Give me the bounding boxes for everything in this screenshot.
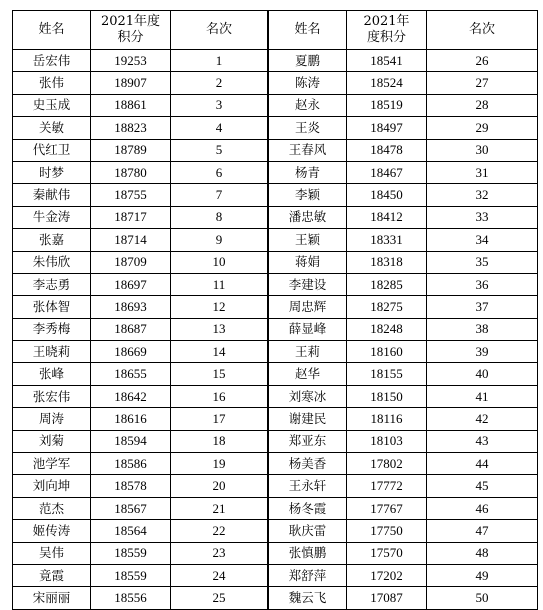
ranking-table-right <box>268 10 538 610</box>
cell-score: 18150 <box>347 385 427 407</box>
cell-score: 18697 <box>91 273 171 295</box>
cell-name: 关敏 <box>13 117 91 139</box>
cell-score: 18275 <box>347 296 427 318</box>
cell-rank: 37 <box>427 296 538 318</box>
cell-rank: 23 <box>171 542 268 564</box>
cell-rank: 42 <box>427 408 538 430</box>
cell-name: 周涛 <box>13 408 91 430</box>
cell-name: 赵华 <box>269 363 347 385</box>
table-row <box>269 341 538 363</box>
cell-name: 王永轩 <box>269 475 347 497</box>
cell-score: 18564 <box>91 520 171 542</box>
table-row <box>269 139 538 161</box>
cell-score: 18755 <box>91 184 171 206</box>
table-row <box>13 542 268 564</box>
cell-name: 杨美香 <box>269 453 347 475</box>
cell-score: 18669 <box>91 341 171 363</box>
cell-rank: 12 <box>171 296 268 318</box>
cell-score: 18519 <box>347 94 427 116</box>
table-row <box>269 251 538 273</box>
cell-rank: 49 <box>427 564 538 586</box>
cell-score: 18687 <box>91 318 171 340</box>
cell-score: 18248 <box>347 318 427 340</box>
table-row <box>13 251 268 273</box>
cell-name: 郑亚东 <box>269 430 347 452</box>
table-row <box>269 542 538 564</box>
header-rank: 名次 <box>427 11 538 50</box>
header-score-line1: 2021年 <box>363 14 410 29</box>
cell-score: 18497 <box>347 117 427 139</box>
table-row <box>269 475 538 497</box>
table-row <box>13 94 268 116</box>
cell-name: 谢建民 <box>269 408 347 430</box>
cell-score: 18541 <box>347 50 427 72</box>
cell-score: 18450 <box>347 184 427 206</box>
table-row <box>269 385 538 407</box>
table-row <box>13 206 268 228</box>
table-row <box>269 50 538 72</box>
cell-score: 18693 <box>91 296 171 318</box>
cell-score: 18478 <box>347 139 427 161</box>
cell-score: 18578 <box>91 475 171 497</box>
table-row <box>269 587 538 609</box>
cell-score: 18586 <box>91 453 171 475</box>
table-row <box>269 229 538 251</box>
cell-name: 王晓莉 <box>13 341 91 363</box>
cell-rank: 8 <box>171 206 268 228</box>
cell-name: 郑舒萍 <box>269 564 347 586</box>
table-row <box>13 229 268 251</box>
cell-name: 刘寒冰 <box>269 385 347 407</box>
table-row <box>269 72 538 94</box>
cell-score: 18717 <box>91 206 171 228</box>
cell-name: 杨冬霞 <box>269 497 347 519</box>
table-row <box>13 385 268 407</box>
table-row <box>13 475 268 497</box>
cell-rank: 6 <box>171 161 268 183</box>
header-name: 姓名 <box>13 11 91 50</box>
table-row <box>269 318 538 340</box>
header-rank: 名次 <box>171 11 268 50</box>
cell-score: 19253 <box>91 50 171 72</box>
table-row <box>13 184 268 206</box>
table-row <box>269 497 538 519</box>
cell-rank: 39 <box>427 341 538 363</box>
cell-rank: 13 <box>171 318 268 340</box>
cell-name: 李秀梅 <box>13 318 91 340</box>
cell-score: 17750 <box>347 520 427 542</box>
table-row <box>13 161 268 183</box>
cell-name: 陈涛 <box>269 72 347 94</box>
cell-rank: 30 <box>427 139 538 161</box>
table-row <box>13 72 268 94</box>
cell-rank: 18 <box>171 430 268 452</box>
table-row <box>269 453 538 475</box>
cell-score: 18567 <box>91 497 171 519</box>
cell-rank: 1 <box>171 50 268 72</box>
cell-score: 18714 <box>91 229 171 251</box>
cell-score: 18524 <box>347 72 427 94</box>
cell-rank: 27 <box>427 72 538 94</box>
header-score-line2: 度积分 <box>366 30 406 45</box>
table-row <box>13 587 268 609</box>
cell-rank: 5 <box>171 139 268 161</box>
cell-score: 18559 <box>91 564 171 586</box>
cell-score: 18907 <box>91 72 171 94</box>
table-row <box>269 564 538 586</box>
cell-name: 吴伟 <box>13 542 91 564</box>
cell-rank: 32 <box>427 184 538 206</box>
cell-name: 张体智 <box>13 296 91 318</box>
cell-name: 刘菊 <box>13 430 91 452</box>
cell-name: 宋丽丽 <box>13 587 91 609</box>
cell-score: 18861 <box>91 94 171 116</box>
cell-rank: 16 <box>171 385 268 407</box>
cell-rank: 9 <box>171 229 268 251</box>
cell-name: 魏云飞 <box>269 587 347 609</box>
table-row <box>269 296 538 318</box>
header-score <box>91 11 171 50</box>
cell-name: 薛显峰 <box>269 318 347 340</box>
cell-rank: 3 <box>171 94 268 116</box>
cell-name: 张宏伟 <box>13 385 91 407</box>
cell-score: 17772 <box>347 475 427 497</box>
cell-score: 18116 <box>347 408 427 430</box>
cell-name: 李志勇 <box>13 273 91 295</box>
header-name: 姓名 <box>269 11 347 50</box>
cell-rank: 31 <box>427 161 538 183</box>
cell-score: 17202 <box>347 564 427 586</box>
table-row <box>13 363 268 385</box>
table-row <box>13 117 268 139</box>
cell-rank: 43 <box>427 430 538 452</box>
cell-name: 秦献伟 <box>13 184 91 206</box>
table-row <box>13 453 268 475</box>
cell-name: 牛金涛 <box>13 206 91 228</box>
table-row <box>269 117 538 139</box>
cell-name: 范杰 <box>13 497 91 519</box>
table-row <box>269 430 538 452</box>
cell-score: 18594 <box>91 430 171 452</box>
cell-rank: 46 <box>427 497 538 519</box>
header-score-line1: 2021年度 <box>100 14 161 29</box>
cell-name: 刘向坤 <box>13 475 91 497</box>
table-row <box>269 363 538 385</box>
cell-name: 夏鹏 <box>269 50 347 72</box>
cell-rank: 50 <box>427 587 538 609</box>
cell-name: 潘忠敏 <box>269 206 347 228</box>
table-row <box>13 408 268 430</box>
table-row <box>13 273 268 295</box>
cell-rank: 40 <box>427 363 538 385</box>
cell-score: 18616 <box>91 408 171 430</box>
cell-score: 17570 <box>347 542 427 564</box>
cell-score: 18559 <box>91 542 171 564</box>
cell-rank: 15 <box>171 363 268 385</box>
cell-name: 杨青 <box>269 161 347 183</box>
table-row <box>13 318 268 340</box>
cell-rank: 17 <box>171 408 268 430</box>
cell-rank: 7 <box>171 184 268 206</box>
cell-rank: 47 <box>427 520 538 542</box>
cell-rank: 19 <box>171 453 268 475</box>
cell-name: 王颖 <box>269 229 347 251</box>
cell-rank: 26 <box>427 50 538 72</box>
cell-rank: 44 <box>427 453 538 475</box>
table-row <box>269 184 538 206</box>
cell-score: 18655 <box>91 363 171 385</box>
cell-score: 18160 <box>347 341 427 363</box>
cell-rank: 25 <box>171 587 268 609</box>
cell-rank: 34 <box>427 229 538 251</box>
table-row <box>269 273 538 295</box>
table-row <box>269 94 538 116</box>
cell-score: 18709 <box>91 251 171 273</box>
cell-rank: 22 <box>171 520 268 542</box>
cell-rank: 2 <box>171 72 268 94</box>
cell-rank: 28 <box>427 94 538 116</box>
cell-rank: 11 <box>171 273 268 295</box>
cell-name: 张伟 <box>13 72 91 94</box>
cell-name: 岳宏伟 <box>13 50 91 72</box>
cell-rank: 14 <box>171 341 268 363</box>
cell-score: 18103 <box>347 430 427 452</box>
cell-score: 17802 <box>347 453 427 475</box>
cell-name: 代红卫 <box>13 139 91 161</box>
cell-score: 18789 <box>91 139 171 161</box>
cell-score: 18823 <box>91 117 171 139</box>
cell-rank: 33 <box>427 206 538 228</box>
cell-rank: 4 <box>171 117 268 139</box>
cell-name: 史玉成 <box>13 94 91 116</box>
cell-score: 18467 <box>347 161 427 183</box>
table-header-row <box>13 11 268 50</box>
cell-name: 李颖 <box>269 184 347 206</box>
cell-name: 时梦 <box>13 161 91 183</box>
table-row <box>269 206 538 228</box>
cell-score: 17767 <box>347 497 427 519</box>
cell-rank: 41 <box>427 385 538 407</box>
cell-name: 赵永 <box>269 94 347 116</box>
cell-name: 朱伟欣 <box>13 251 91 273</box>
cell-name: 张峰 <box>13 363 91 385</box>
table-header-row <box>269 11 538 50</box>
table-row <box>13 50 268 72</box>
cell-score: 18318 <box>347 251 427 273</box>
cell-name: 王春风 <box>269 139 347 161</box>
cell-rank: 45 <box>427 475 538 497</box>
cell-rank: 10 <box>171 251 268 273</box>
table-row <box>13 341 268 363</box>
table-row <box>269 520 538 542</box>
cell-name: 池学军 <box>13 453 91 475</box>
cell-name: 蒋娟 <box>269 251 347 273</box>
cell-rank: 21 <box>171 497 268 519</box>
header-score-line2: 积分 <box>117 30 144 45</box>
cell-rank: 36 <box>427 273 538 295</box>
cell-rank: 20 <box>171 475 268 497</box>
cell-score: 18285 <box>347 273 427 295</box>
cell-rank: 38 <box>427 318 538 340</box>
table-row <box>13 564 268 586</box>
cell-score: 18642 <box>91 385 171 407</box>
cell-rank: 24 <box>171 564 268 586</box>
cell-name: 竟霞 <box>13 564 91 586</box>
cell-score: 18780 <box>91 161 171 183</box>
cell-name: 张嘉 <box>13 229 91 251</box>
table-row <box>13 296 268 318</box>
cell-score: 18556 <box>91 587 171 609</box>
cell-score: 18412 <box>347 206 427 228</box>
cell-score: 18331 <box>347 229 427 251</box>
table-row <box>13 520 268 542</box>
cell-score: 17087 <box>347 587 427 609</box>
cell-name: 张慎鹏 <box>269 542 347 564</box>
cell-rank: 48 <box>427 542 538 564</box>
cell-name: 李建设 <box>269 273 347 295</box>
cell-score: 18155 <box>347 363 427 385</box>
ranking-table-left <box>12 10 268 610</box>
cell-rank: 35 <box>427 251 538 273</box>
table-row <box>13 430 268 452</box>
table-row <box>13 139 268 161</box>
table-row <box>269 408 538 430</box>
cell-name: 王莉 <box>269 341 347 363</box>
cell-rank: 29 <box>427 117 538 139</box>
table-row <box>269 161 538 183</box>
cell-name: 姬传涛 <box>13 520 91 542</box>
header-score <box>347 11 427 50</box>
cell-name: 耿庆雷 <box>269 520 347 542</box>
cell-name: 王炎 <box>269 117 347 139</box>
cell-name: 周忠辉 <box>269 296 347 318</box>
table-row <box>13 497 268 519</box>
